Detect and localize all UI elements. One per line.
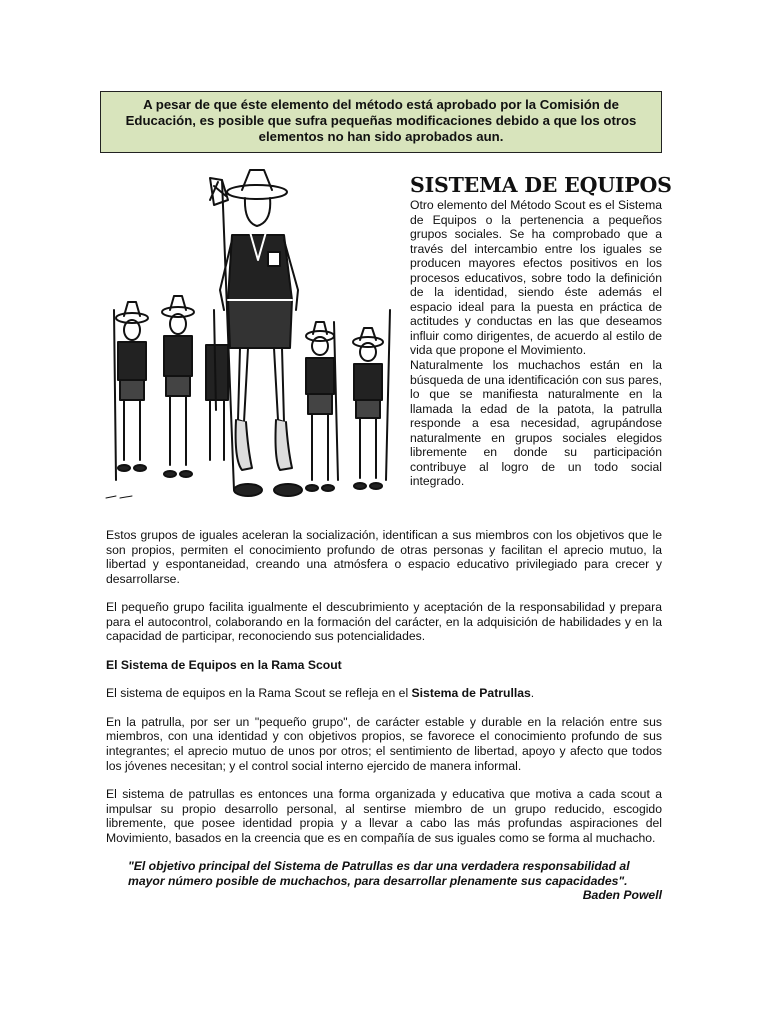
section-title: SISTEMA DE EQUIPOS <box>410 173 672 197</box>
body-paragraph: Estos grupos de iguales aceleran la socialización, identifican a sus miembros con los objetivos que le son propios, permiten el conocimiento profundo de otras personas y facilitan el aprecio mutuo, la libertad y espontaneidad, creando una atmósfera o espacio educativo privilegiado para crecer y desarrollarse. <box>106 528 662 586</box>
quote-text: "El objetivo principal del Sistema de Patrullas es dar una verdadera responsabilidad al mayor número posible de muchachos, para desarrollar plenamente sus capacidades". <box>128 859 630 888</box>
rama-intro-paragraph <box>106 686 662 701</box>
notice-box <box>100 91 662 153</box>
rama-bold-term: Sistema de Patrullas <box>411 686 531 701</box>
intro-paragraph: Otro elemento del Método Scout es el Sistema de Equipos o la pertenencia a pequeños grupos sociales. Se ha comprobado que a través del intercambio entre los iguales se producen mayores efectos positivos en los procesos educativos, sobre todo la definición de la identidad, siendo éste además el espacio ideal para la puesta en práctica de actitudes y conductas en las que deseamos influir como dirigentes, de acuerdo al estilo de vida que propone el Movimiento. <box>410 198 663 358</box>
subheading: El Sistema de Equipos en la Rama Scout <box>106 657 342 672</box>
intro-column <box>410 198 662 489</box>
scout-patrol-drawing-icon <box>102 160 402 510</box>
notice-text: A pesar de que éste elemento del método está aprobado por la Comisión de Educación, es posible que sufra pequeñas modificaciones debido a que los otros elementos no han sido aprobados aun. <box>125 97 637 144</box>
rama-intro-end: . <box>530 686 535 701</box>
body-column <box>106 528 662 903</box>
intro-paragraph: Naturalmente los muchachos están en la búsqueda de una identificación con sus pares, lo que se manifiesta naturalmente en la llamada la edad de la patota, la patrulla responde a esa necesidad, agrupándose naturalmente en grupos sociales elegidos libremente en donde su participación contribuye al logro de un todo social integrado. <box>410 358 662 489</box>
body-paragraph: El sistema de patrullas es entonces una forma organizada y educativa que motiva a cada scout a impulsar su propio desarrollo personal, al sentirse miembro de un grupo reducido, escogido libremente, que posee identidad propia y a llevar a cabo las más profundas aspiraciones del Movimiento, basados en la creencia que es en compañía de sus iguales como se forma al muchacho. <box>106 787 662 845</box>
quote-author: Baden Powell <box>582 888 662 903</box>
body-paragraph: En la patrulla, por ser un "pequeño grupo", de carácter estable y durable en la relación entre sus miembros, con una identidad y con objetivos propios, se favorece el conocimiento profundo de sus integrantes; el aprecio mutuo de unos por otros; el sentimiento de libertad, apoyo y afecto que todos los jóvenes necesitan; y el control social interno ejercido de manera informal. <box>106 714 662 773</box>
body-paragraph: El pequeño grupo facilita igualmente el descubrimiento y aceptación de la responsabilidad y prepara para el autocontrol, colaborando en la formación del carácter, en la adquisición de habilidades y en la capacidad de participar, reconociendo sus potencialidades. <box>106 600 662 644</box>
rama-intro-text: El sistema de equipos en la Rama Scout se refleja en el <box>106 686 412 701</box>
